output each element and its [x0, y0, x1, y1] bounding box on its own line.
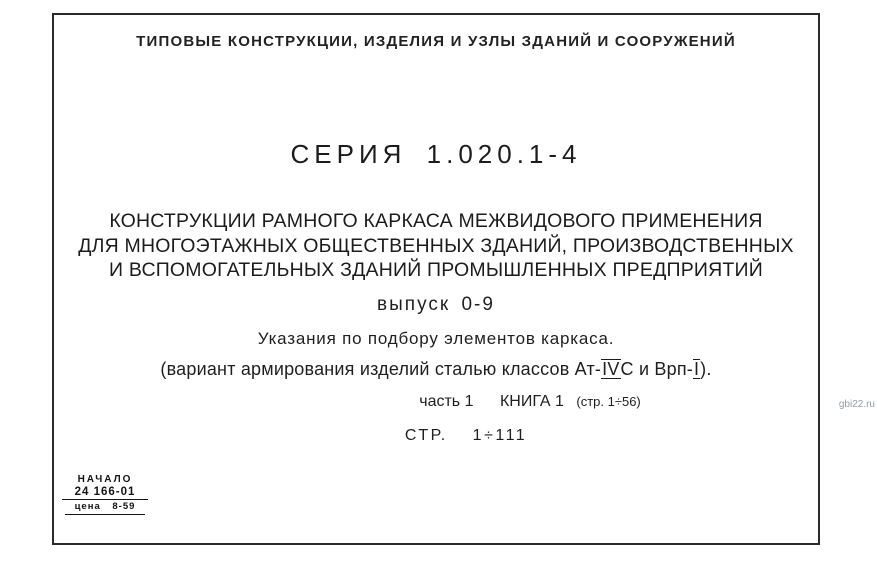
subtitle: Указания по подбору элементов каркаса. [257, 329, 615, 348]
roman-numeral-iv: IV [602, 359, 620, 379]
site-watermark: gbi22.ru [838, 399, 875, 410]
start-label: НАЧАЛО [77, 474, 133, 485]
part-pages-range: (стр. 1÷56) [576, 394, 641, 409]
main-title-line-3: И ВСПОМОГАТЕЛЬНЫХ ЗДАНИЙ ПРОМЫШЛЕННЫХ ПРЕДПРИЯТИЙ [109, 259, 763, 281]
part-label: часть 1 [419, 393, 474, 410]
document-code: 24 166-01 [62, 486, 148, 500]
series-title: СЕРИЯ 1.020.1-4 [290, 139, 582, 169]
price-label: цена [74, 501, 101, 512]
steel-class-note [52, 359, 820, 380]
steel-note-suffix: ). [700, 359, 712, 379]
price-value: 8-59 [112, 501, 136, 512]
issue-number: выпуск 0-9 [377, 294, 495, 315]
main-title [52, 209, 820, 283]
pages-line [52, 427, 820, 445]
roman-numeral-i: I [693, 359, 700, 379]
pages-label: СТР. [404, 427, 448, 444]
main-title-line-2: ДЛЯ МНОГОЭТАЖНЫХ ОБЩЕСТВЕННЫХ ЗДАНИЙ, ПРОИЗВОДСТВЕННЫХ [78, 234, 794, 257]
pages-range: 1÷111 [472, 427, 528, 444]
steel-note-prefix: (вариант армирования изделий сталью классов Ат- [160, 359, 602, 379]
steel-note-mid: С и Врп- [620, 359, 693, 379]
document-header: ТИПОВЫЕ КОНСТРУКЦИИ, ИЗДЕЛИЯ И УЗЛЫ ЗДАНИЙ И СООРУЖЕНИЙ [136, 33, 736, 50]
part-book-line [52, 393, 820, 411]
book-label: КНИГА 1 [499, 393, 564, 410]
price-line [65, 500, 145, 515]
footer-stamp [62, 474, 148, 515]
main-title-line-1: КОНСТРУКЦИИ РАМНОГО КАРКАСА МЕЖВИДОВОГО ПРИМЕНЕНИЯ [109, 210, 763, 232]
